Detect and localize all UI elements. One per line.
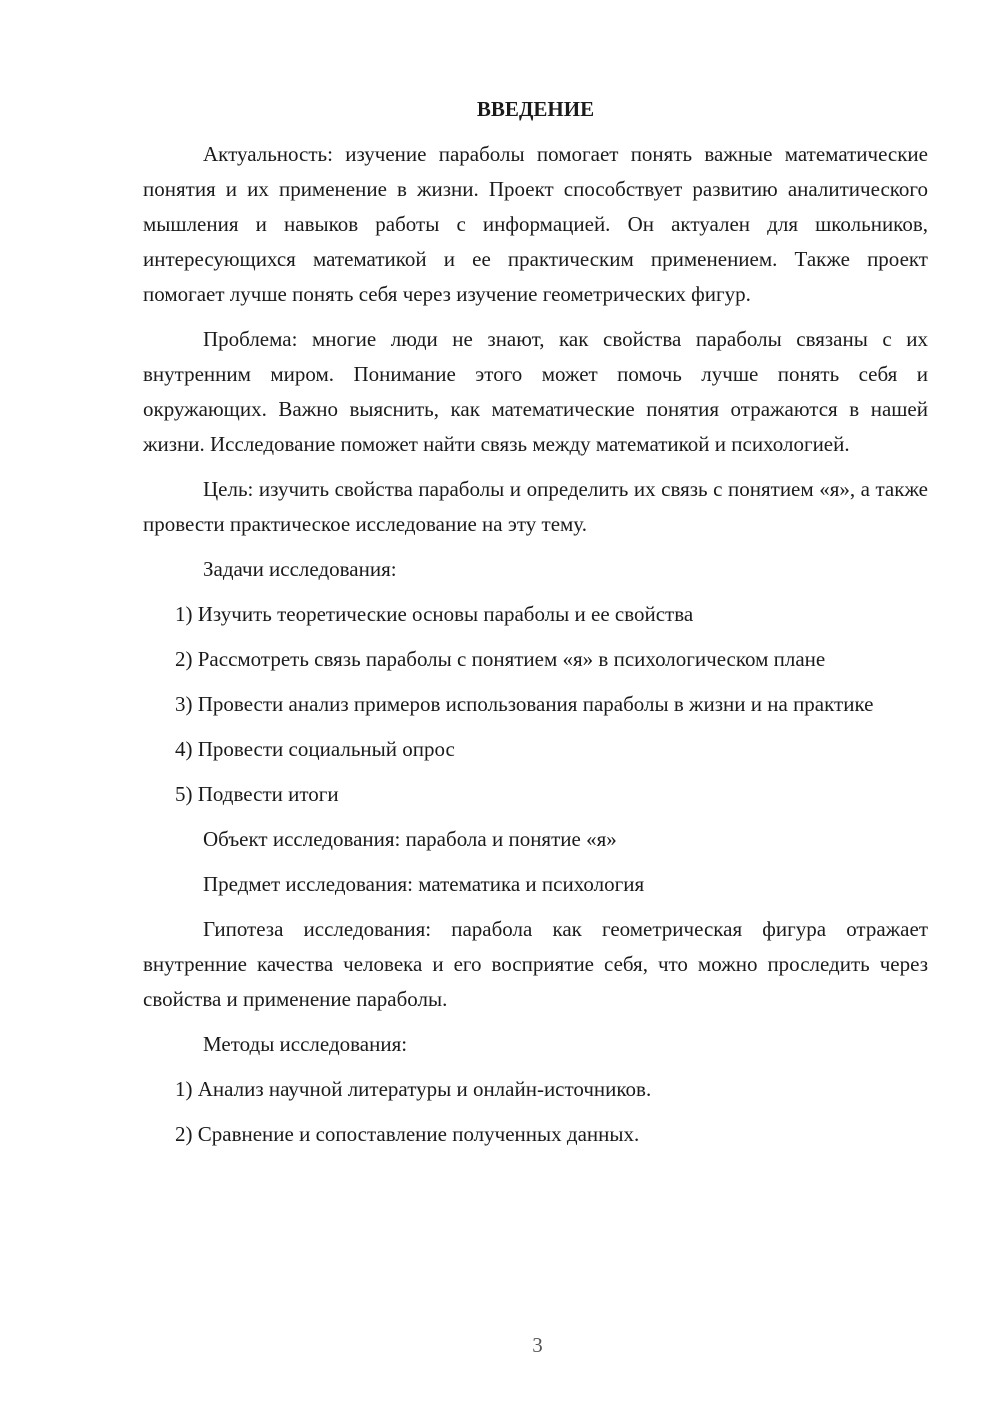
section-title: ВВЕДЕНИЕ [476, 97, 595, 121]
task-item: 3) Провести анализ примеров использования параболы в жизни и на практике [175, 692, 874, 716]
task-item: 1) Изучить теоретические основы параболы и ее свойства [175, 602, 694, 626]
page-number: 3 [532, 1333, 543, 1357]
task-item: 4) Провести социальный опрос [175, 737, 455, 761]
problem-paragraph: Проблема: многие люди не знают, как свойства параболы связаны с их внутренним миром. Понимание этого может помочь лучше понять себя и окружающих. Важно выяснить, как математические понятия отражаются в нашей жизни. Исследование поможет найти связь между математикой и психологией. [143, 327, 928, 456]
method-item: 2) Сравнение и сопоставление полученных данных. [175, 1122, 640, 1146]
task-item: 5) Подвести итоги [175, 782, 339, 806]
methods-heading: Методы исследования: [203, 1032, 408, 1056]
object-paragraph: Объект исследования: парабола и понятие «я» [203, 827, 617, 851]
subject-paragraph: Предмет исследования: математика и психология [203, 872, 645, 896]
tasks-heading: Задачи исследования: [203, 557, 397, 581]
document-page [143, 92, 928, 1162]
hypothesis-paragraph: Гипотеза исследования: парабола как геометрическая фигура отражает внутренние качества человека и его восприятие себя, что можно проследить через свойства и применение параболы. [143, 917, 928, 1011]
goal-paragraph: Цель: изучить свойства параболы и определить их связь с понятием «я», а также провести практическое исследование на эту тему. [143, 477, 928, 536]
task-item: 2) Рассмотреть связь параболы с понятием «я» в психологическом плане [175, 647, 826, 671]
method-item: 1) Анализ научной литературы и онлайн-источников. [175, 1077, 652, 1101]
relevance-paragraph: Актуальность: изучение параболы помогает понять важные математические понятия и их применение в жизни. Проект способствует развитию аналитического мышления и навыков работы с информацией. Он актуален для школьников, интересующихся математикой и ее практическим применением. Также проект помогает лучше понять себя через изучение геометрических фигур. [143, 142, 928, 306]
